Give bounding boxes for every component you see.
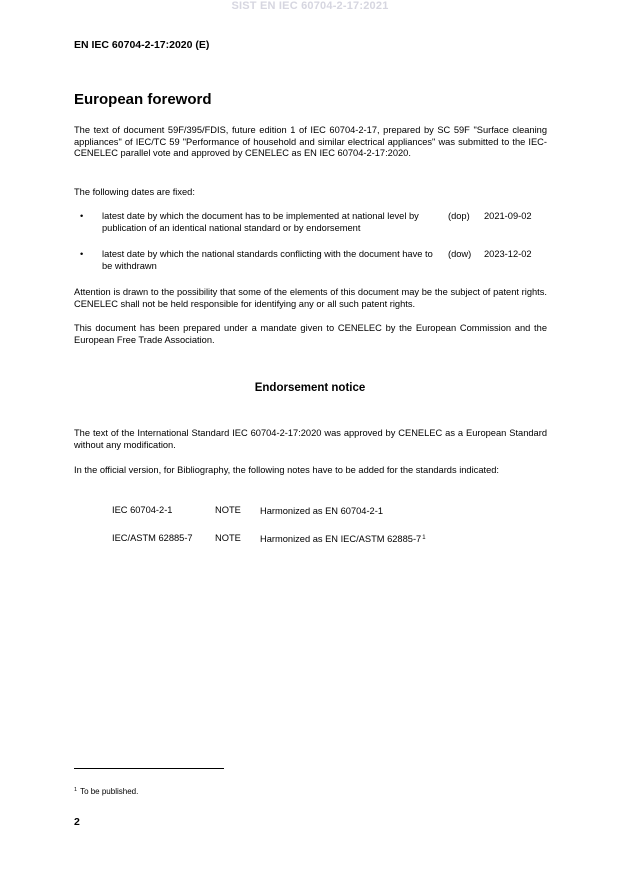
- note-text: [260, 533, 426, 546]
- watermark: SIST EN IEC 60704-2-17:2021: [231, 0, 389, 12]
- note-text-body: Harmonized as EN IEC/ASTM 62885-7: [260, 534, 422, 544]
- date-item-value: 2023-12-02: [484, 249, 532, 259]
- foreword-heading: European foreword: [74, 91, 212, 108]
- harmonized-note-row: [112, 533, 532, 545]
- footnote-reference: 1: [422, 535, 426, 541]
- date-item-text: latest date by which the document has to be implemented at national level by publication of an identical national standard or by endorsement: [102, 211, 419, 233]
- harmonized-note-row: [112, 505, 532, 517]
- foreword-paragraph: The text of document 59F/395/FDIS, future edition 1 of IEC 60704-2-17, prepared by SC 59F "Surface cleaning appliances" of IEC/TC 59 "Performance of household and similar electrical appliances" was submitted to the IEC-CENELEC parallel vote and approved by CENELEC as EN IEC 60704-2-17:2020.: [74, 125, 547, 159]
- mandate-note: This document has been prepared under a mandate given to CENELEC by the European Commission and the European Free Trade Association.: [74, 323, 547, 345]
- endorsement-paragraph: The text of the International Standard IEC 60704-2-17:2020 was approved by CENELEC as a European Standard without any modification.: [74, 428, 547, 450]
- note-text-body: Harmonized as EN 60704-2-1: [260, 506, 383, 516]
- date-item-dop: [74, 211, 547, 235]
- footnote-marker: 1: [74, 787, 78, 793]
- date-item-text: latest date by which the national standards conflicting with the document have to be withdrawn: [102, 249, 433, 271]
- endorsement-heading: Endorsement notice: [254, 382, 366, 394]
- dates-intro: The following dates are fixed:: [74, 187, 195, 197]
- patent-note: Attention is drawn to the possibility that some of the elements of this document may be the subject of patent rights. CENELEC shall not be held responsible for identifying any or all such patent rights.: [74, 287, 547, 309]
- standard-reference: IEC 60704-2-1: [112, 505, 173, 515]
- footnote: [74, 787, 138, 796]
- bullet-marker: •: [80, 249, 84, 259]
- date-item-dow: [74, 249, 547, 273]
- bibliography-paragraph: In the official version, for Bibliography, the following notes have to be added for the standards indicated:: [74, 465, 499, 475]
- note-label: NOTE: [215, 533, 241, 543]
- footnote-text: To be published.: [80, 787, 139, 796]
- note-label: NOTE: [215, 505, 241, 515]
- document-id: EN IEC 60704-2-17:2020 (E): [74, 39, 210, 51]
- standard-reference: IEC/ASTM 62885-7: [112, 533, 193, 543]
- date-item-code: (dop): [448, 211, 470, 221]
- date-item-code: (dow): [448, 249, 472, 259]
- footnote-divider: [74, 768, 224, 769]
- page-number: 2: [74, 816, 80, 828]
- note-text: [260, 505, 384, 518]
- date-item-value: 2021-09-02: [484, 211, 532, 221]
- bullet-marker: •: [80, 211, 84, 221]
